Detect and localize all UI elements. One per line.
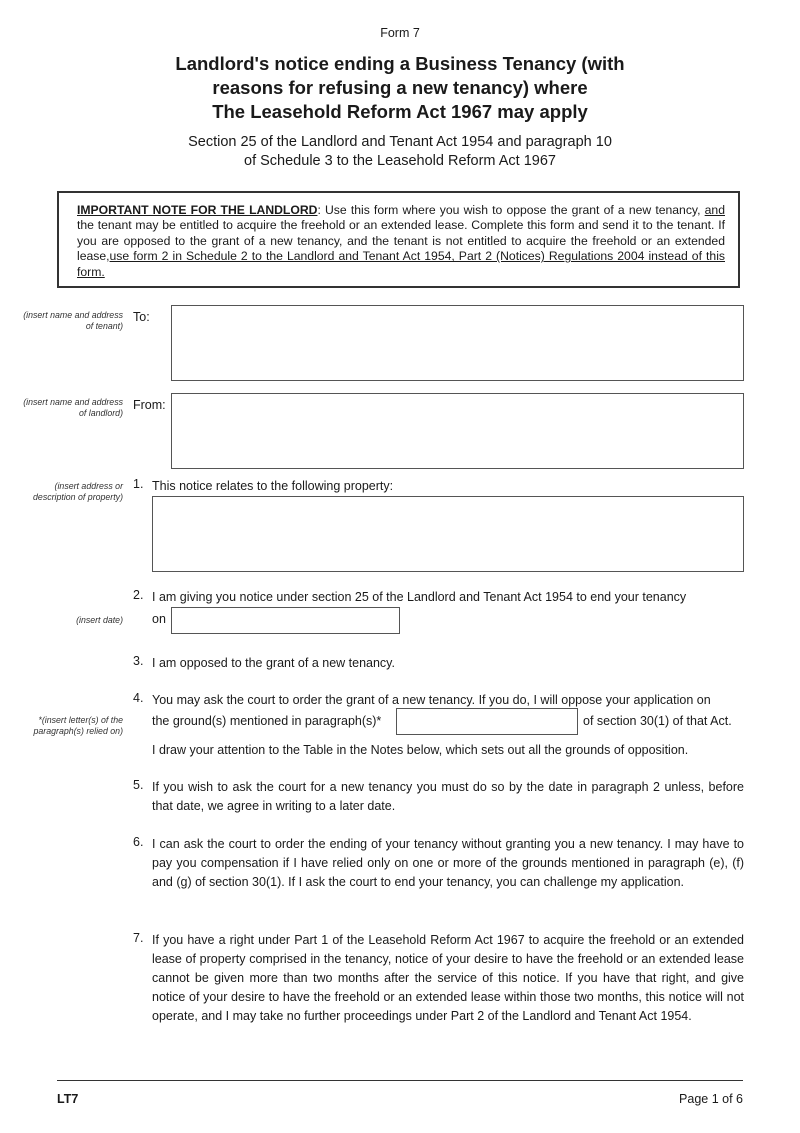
paragraph-number: 5. [133, 778, 144, 792]
paragraph-number: 6. [133, 835, 144, 849]
date-field[interactable] [171, 607, 400, 634]
paragraph-4-line-2-start: the ground(s) mentioned in paragraph(s)* [152, 714, 382, 728]
grounds-paragraph-letters-field[interactable] [396, 708, 578, 735]
paragraph-number: 2. [133, 588, 144, 602]
document-subtitle [0, 133, 800, 171]
margin-note-date: (insert date) [76, 615, 123, 625]
form-code: LT7 [57, 1092, 79, 1106]
paragraph-4-line-1: You may ask the court to order the grant of a new tenancy. If you do, I will oppose your application on [152, 693, 711, 707]
title-line: reasons for refusing a new tenancy) where [212, 77, 588, 98]
note-text-part: : Use this form where you wish to oppose the grant of a new tenancy, [317, 203, 705, 217]
paragraph-6-text: I can ask the court to order the ending of your tenancy without granting you a new tenancy. I may have to pay you compensation if I have relied only on one or more of the grounds mentioned in paragraph (e), (f) and (g) of section 30(1). If I ask the court to end your tenancy, you can challenge my application. [152, 837, 744, 889]
important-note-box [57, 191, 740, 288]
paragraph-4-line-3: I draw your attention to the Table in the Notes below, which sets out all the grounds of opposition. [152, 743, 689, 757]
margin-note-property: (insert address or description of property) [33, 481, 123, 502]
paragraph-4-line-2-end: of section 30(1) of that Act. [583, 714, 732, 728]
on-label: on [152, 612, 166, 626]
note-heading: IMPORTANT NOTE FOR THE LANDLORD [77, 203, 318, 217]
tenant-name-address-field[interactable] [171, 305, 744, 381]
paragraph-1-text: This notice relates to the following property: [152, 479, 394, 493]
to-label: To: [133, 310, 150, 324]
paragraph-number: 3. [133, 654, 144, 668]
note-text-part: the tenant may be entitled to acquire the freehold or an extended lease. Complete this form and send it to the tenant. If you are opposed to the grant of a new tenancy, and the tenant is not entitled to acquire the freehold or an extended lease, [77, 218, 725, 264]
margin-note-tenant: (insert name and address of tenant) [23, 310, 123, 331]
paragraph-number: 4. [133, 691, 144, 705]
form-number: Form 7 [380, 26, 420, 40]
paragraph-3-text: I am opposed to the grant of a new tenancy. [152, 656, 395, 670]
paragraph-number: 1. [133, 477, 144, 491]
page-number: Page 1 of 6 [679, 1092, 743, 1106]
margin-note-paragraphs: *(insert letter(s) of the paragraph(s) relied on) [33, 715, 123, 736]
landlord-name-address-field[interactable] [171, 393, 744, 469]
subtitle-line: Section 25 of the Landlord and Tenant Act 1954 and paragraph 10 [188, 134, 612, 150]
subtitle-line: of Schedule 3 to the Leasehold Reform Act 1967 [244, 153, 556, 169]
important-note-text [77, 203, 725, 280]
paragraph-7-text: If you have a right under Part 1 of the Leasehold Reform Act 1967 to acquire the freehold or an extended lease of property comprised in the tenancy, notice of your desire to have the freehold or an extended lease cannot be given more than two months after the service of this notice. If you have that right, and give notice of your desire to have the freehold or an extended lease within those two months, this notice will not operate, and I may take no further proceedings under Part 2 of the Landlord and Tenant Act 1954. [152, 933, 744, 1023]
paragraph-number: 7. [133, 931, 144, 945]
document-title [0, 52, 800, 124]
title-line: The Leasehold Reform Act 1967 may apply [212, 101, 588, 122]
note-form-reference: use form 2 in Schedule 2 to the Landlord and Tenant Act 1954, Part 2 (Notices) Regulations 2004 instead of this form. [77, 249, 725, 279]
paragraph-5-text: If you wish to ask the court for a new tenancy you must do so by the date in paragraph 2 unless, before that date, we agree in writing to a later date. [152, 780, 744, 813]
property-description-field[interactable] [152, 496, 744, 572]
paragraph-2-text: I am giving you notice under section 25 of the Landlord and Tenant Act 1954 to end your tenancy [152, 590, 687, 604]
title-line: Landlord's notice ending a Business Tenancy (with [175, 53, 625, 74]
from-label: From: [133, 398, 166, 412]
note-emphasis-and: and [704, 203, 725, 217]
footer-divider [57, 1080, 743, 1081]
margin-note-landlord: (insert name and address of landlord) [23, 397, 123, 418]
